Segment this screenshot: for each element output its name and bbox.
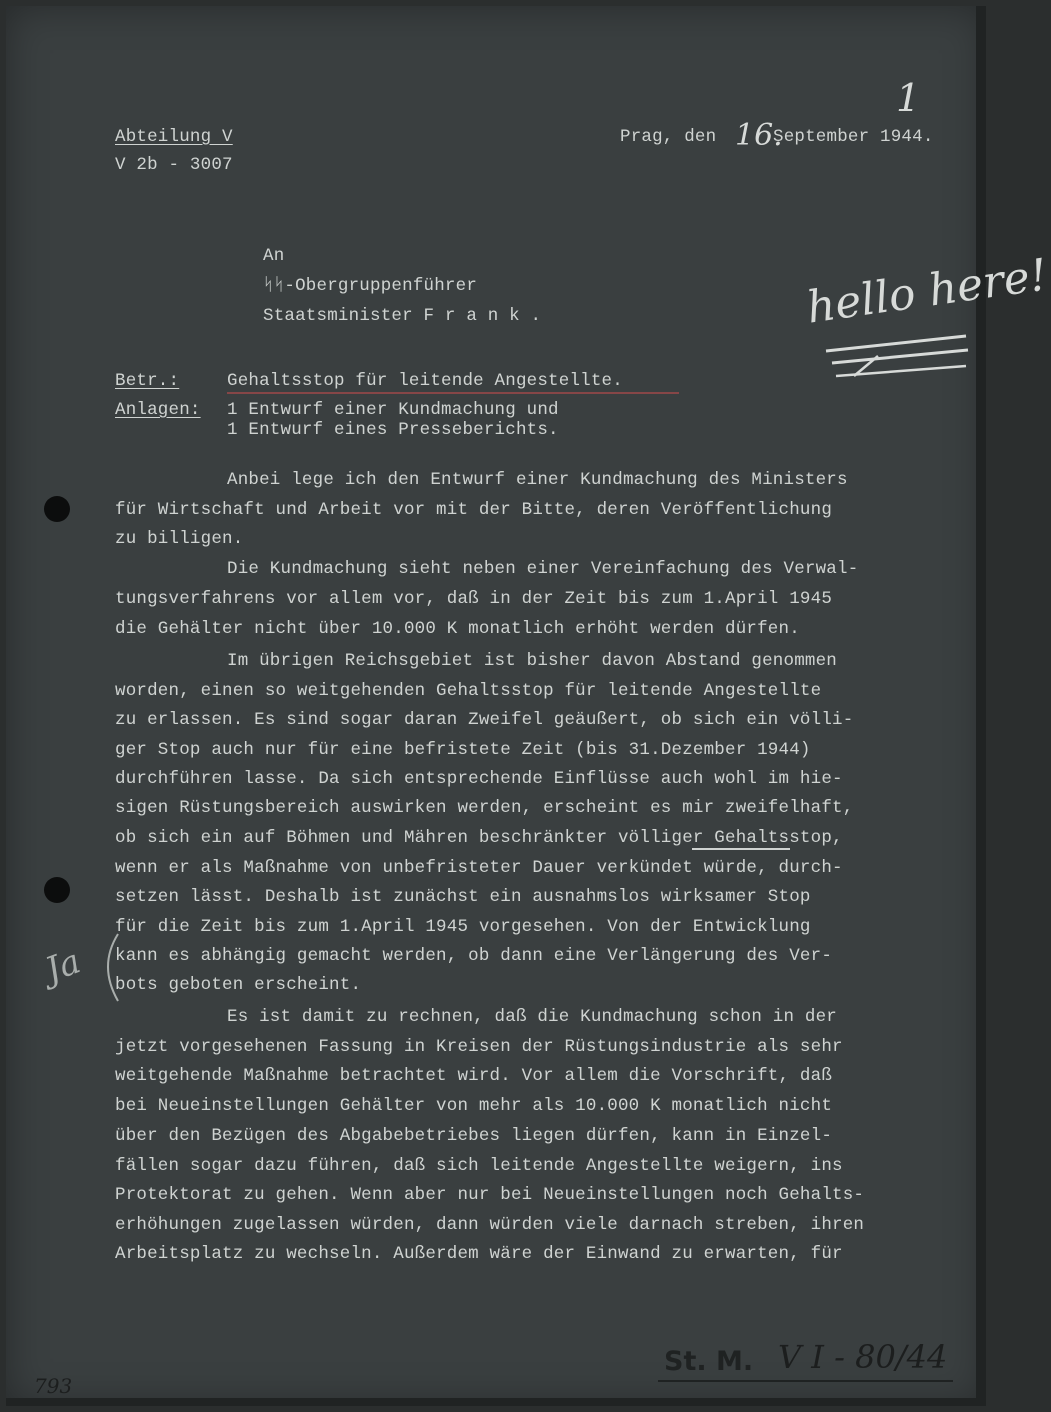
body-line: Es ist damit zu rechnen, daß die Kundmachung schon in der	[227, 1007, 837, 1027]
recipient-name: Staatsminister F r a n k .	[263, 306, 542, 326]
punch-hole-upper	[44, 496, 70, 522]
enclosure-line-1: 1 Entwurf einer Kundmachung und	[227, 400, 559, 420]
subject-red-underline	[227, 392, 679, 394]
body-line: Im übrigen Reichsgebiet ist bisher davon Abstand genommen	[227, 651, 837, 671]
enclosure-line-2: 1 Entwurf eines Presseberichts.	[227, 420, 559, 440]
body-line: Arbeitsplatz zu wechseln. Außerdem wäre der Einwand zu erwarten, für	[115, 1244, 843, 1264]
body-line: Protektorat zu gehen. Wenn aber nur bei Neueinstellungen noch Gehalts-	[115, 1185, 865, 1205]
body-line: bei Neueinstellungen Gehälter von mehr als 10.000 K monatlich nicht	[115, 1096, 833, 1116]
place-date-prefix: Prag, den	[620, 127, 717, 147]
body-line: erhöhungen zugelassen würden, dann würden viele darnach streben, ihren	[115, 1215, 865, 1235]
document-page	[6, 6, 1051, 1406]
body-line: für Wirtschaft und Arbeit vor mit der Bitte, deren Veröffentlichung	[115, 500, 833, 520]
archive-stamp-prefix: St. M.	[664, 1346, 754, 1377]
body-line: worden, einen so weitgehenden Gehaltsstop für leitende Angestellte	[115, 681, 822, 701]
body-line: zu billigen.	[115, 529, 244, 549]
body-line: setzen lässt. Deshalb ist zunächst ein ausnahmslos wirksamer Stop	[115, 887, 811, 907]
body-line: tungsverfahrens vor allem vor, daß in der Zeit bis zum 1.April 1945	[115, 589, 833, 609]
body-line: über den Bezügen des Abgabebetriebes liegen dürfen, kann in Einzel-	[115, 1126, 833, 1146]
handwritten-margin-annotation: Ja	[40, 941, 86, 991]
voelliger-underline	[692, 848, 790, 850]
body-line: Anbei lege ich den Entwurf einer Kundmachung des Ministers	[227, 470, 848, 490]
corner-pencil-note: 793	[34, 1374, 73, 1398]
department-label: Abteilung V	[115, 127, 233, 147]
body-line: kann es abhängig gemacht werden, ob dann eine Verlängerung des Ver-	[115, 946, 833, 966]
handwritten-marginal-note: hello here!	[803, 249, 1051, 334]
body-line: sigen Rüstungsbereich auswirken werden, erscheint es mir zweifelhaft,	[115, 798, 854, 818]
body-line: ob sich ein auf Böhmen und Mähren beschränkter völliger Gehaltsstop,	[115, 828, 843, 848]
date-suffix: September 1944.	[773, 127, 934, 147]
handwritten-day: 16.	[735, 118, 783, 153]
body-line: wenn er als Maßnahme von unbefristeter Dauer verkündet würde, durch-	[115, 858, 843, 878]
subject-text: Gehaltsstop für leitende Angestellte.	[227, 371, 623, 391]
body-line: weitgehende Maßnahme betrachtet wird. Vor allem die Vorschrift, daß	[115, 1066, 833, 1086]
body-line: zu erlassen. Es sind sogar daran Zweifel geäußert, ob sich ein völli-	[115, 710, 854, 730]
body-line: ger Stop auch nur für eine befristete Zeit (bis 31.Dezember 1944)	[115, 740, 811, 760]
enclosures-label: Anlagen:	[115, 400, 201, 420]
punch-hole-lower	[44, 877, 70, 903]
body-line: für die Zeit bis zum 1.April 1945 vorgesehen. Von der Entwicklung	[115, 917, 811, 937]
handwritten-page-number: 1	[896, 76, 921, 120]
subject-label: Betr.:	[115, 371, 180, 391]
archive-stamp-number: V I - 80/44	[778, 1338, 948, 1376]
body-line: die Gehälter nicht über 10.000 K monatlich erhöht werden dürfen.	[115, 619, 800, 639]
file-number: V 2b - 3007	[115, 155, 233, 175]
body-line: bots geboten erscheint.	[115, 975, 362, 995]
recipient-rank: ᛋᛋ-Obergruppenführer	[263, 276, 478, 296]
body-line: jetzt vorgesehenen Fassung in Kreisen der Rüstungsindustrie als sehr	[115, 1037, 843, 1057]
archive-stamp	[658, 1338, 953, 1382]
body-line: fällen sogar dazu führen, daß sich leitende Angestellte weigern, ins	[115, 1156, 843, 1176]
body-line: Die Kundmachung sieht neben einer Vereinfachung des Verwal-	[227, 559, 859, 579]
recipient-prefix: An	[263, 246, 285, 266]
body-line: durchführen lasse. Da sich entsprechende Einflüsse auch wohl im hie-	[115, 769, 843, 789]
